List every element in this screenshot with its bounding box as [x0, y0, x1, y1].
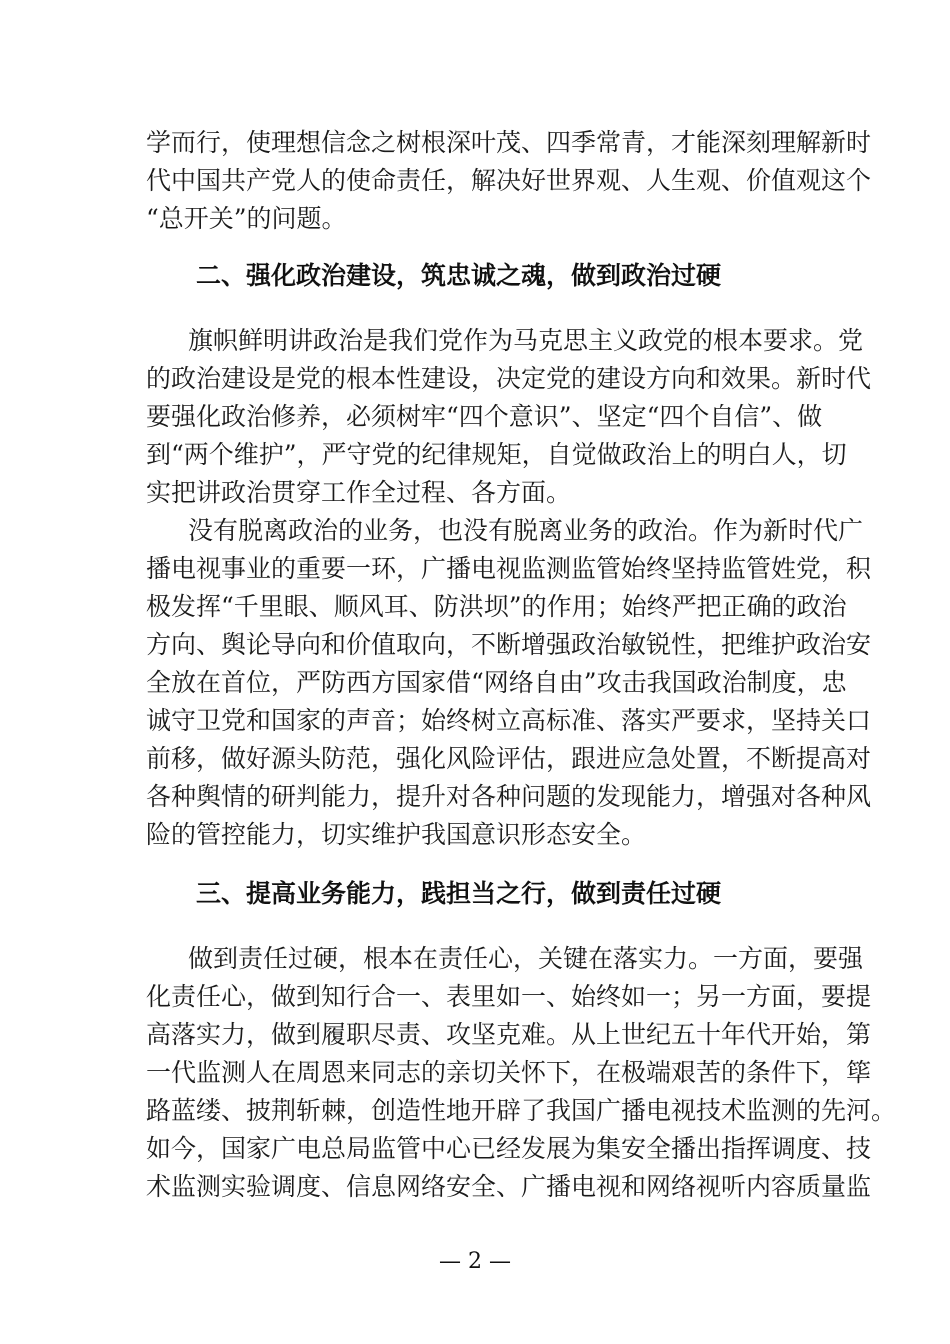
section-heading-3: 三、提高业务能力，践担当之行，做到责任过硬 [196, 879, 722, 908]
body-text-line: 高落实力，做到履职尽责、攻坚克难。从上世纪五十年代开始，第 [146, 1020, 872, 1049]
body-text-line: 路蓝缕、披荆斩棘，创造性地开辟了我国广播电视技术监测的先河。 [146, 1096, 897, 1125]
body-text-line: 播电视事业的重要一环，广播电视监测监管始终坚持监管姓党，积 [146, 554, 872, 583]
body-text-line: 学而行，使理想信念之树根深叶茂、四季常青，才能深刻理解新时 [146, 128, 872, 157]
body-text-line: 术监测实验调度、信息网络安全、广播电视和网络视听内容质量监 [146, 1172, 872, 1201]
section-heading-2: 二、强化政治建设，筑忠诚之魂，做到政治过硬 [196, 261, 722, 290]
body-text-line: 旗帜鲜明讲政治是我们党作为马克思主义政党的根本要求。党 [188, 326, 864, 355]
body-text-line: 代中国共产党人的使命责任，解决好世界观、人生观、价值观这个 [146, 166, 872, 195]
body-text-line: 前移，做好源头防范，强化风险评估，跟进应急处置，不断提高对 [146, 744, 872, 773]
body-text-line: 没有脱离政治的业务，也没有脱离业务的政治。作为新时代广 [188, 516, 864, 545]
body-text-line: 的政治建设是党的根本性建设，决定党的建设方向和效果。新时代 [146, 364, 872, 393]
body-text-line: 极发挥“千里眼、顺风耳、防洪坝”的作用；始终严把正确的政治 [146, 592, 847, 621]
body-text-line: 化责任心，做到知行合一、表里如一、始终如一；另一方面，要提 [146, 982, 872, 1011]
body-text-line: 各种舆情的研判能力，提升对各种问题的发现能力，增强对各种风 [146, 782, 872, 811]
body-text-line: 实把讲政治贯穿工作全过程、各方面。 [146, 478, 572, 507]
body-text-line: “总开关”的问题。 [146, 204, 347, 233]
body-text-line: 如今，国家广电总局监管中心已经发展为集安全播出指挥调度、技 [146, 1134, 872, 1163]
body-text-line: 全放在首位，严防西方国家借“网络自由”攻击我国政治制度，忠 [146, 668, 847, 697]
page-number: — 2 — [439, 1249, 511, 1274]
body-text-line: 一代监测人在周恩来同志的亲切关怀下，在极端艰苦的条件下，筚 [146, 1058, 872, 1087]
body-text-line: 要强化政治修养，必须树牢“四个意识”、坚定“四个自信”、做 [146, 402, 823, 431]
body-text-line: 险的管控能力，切实维护我国意识形态安全。 [146, 820, 647, 849]
body-text-line: 方向、舆论导向和价值取向，不断增强政治敏锐性，把维护政治安 [146, 630, 872, 659]
body-text-line: 诚守卫党和国家的声音；始终树立高标准、落实严要求，坚持关口 [146, 706, 872, 735]
body-text-line: 做到责任过硬，根本在责任心，关键在落实力。一方面，要强 [188, 944, 864, 973]
body-text-line: 到“两个维护”，严守党的纪律规矩，自觉做政治上的明白人，切 [146, 440, 847, 469]
